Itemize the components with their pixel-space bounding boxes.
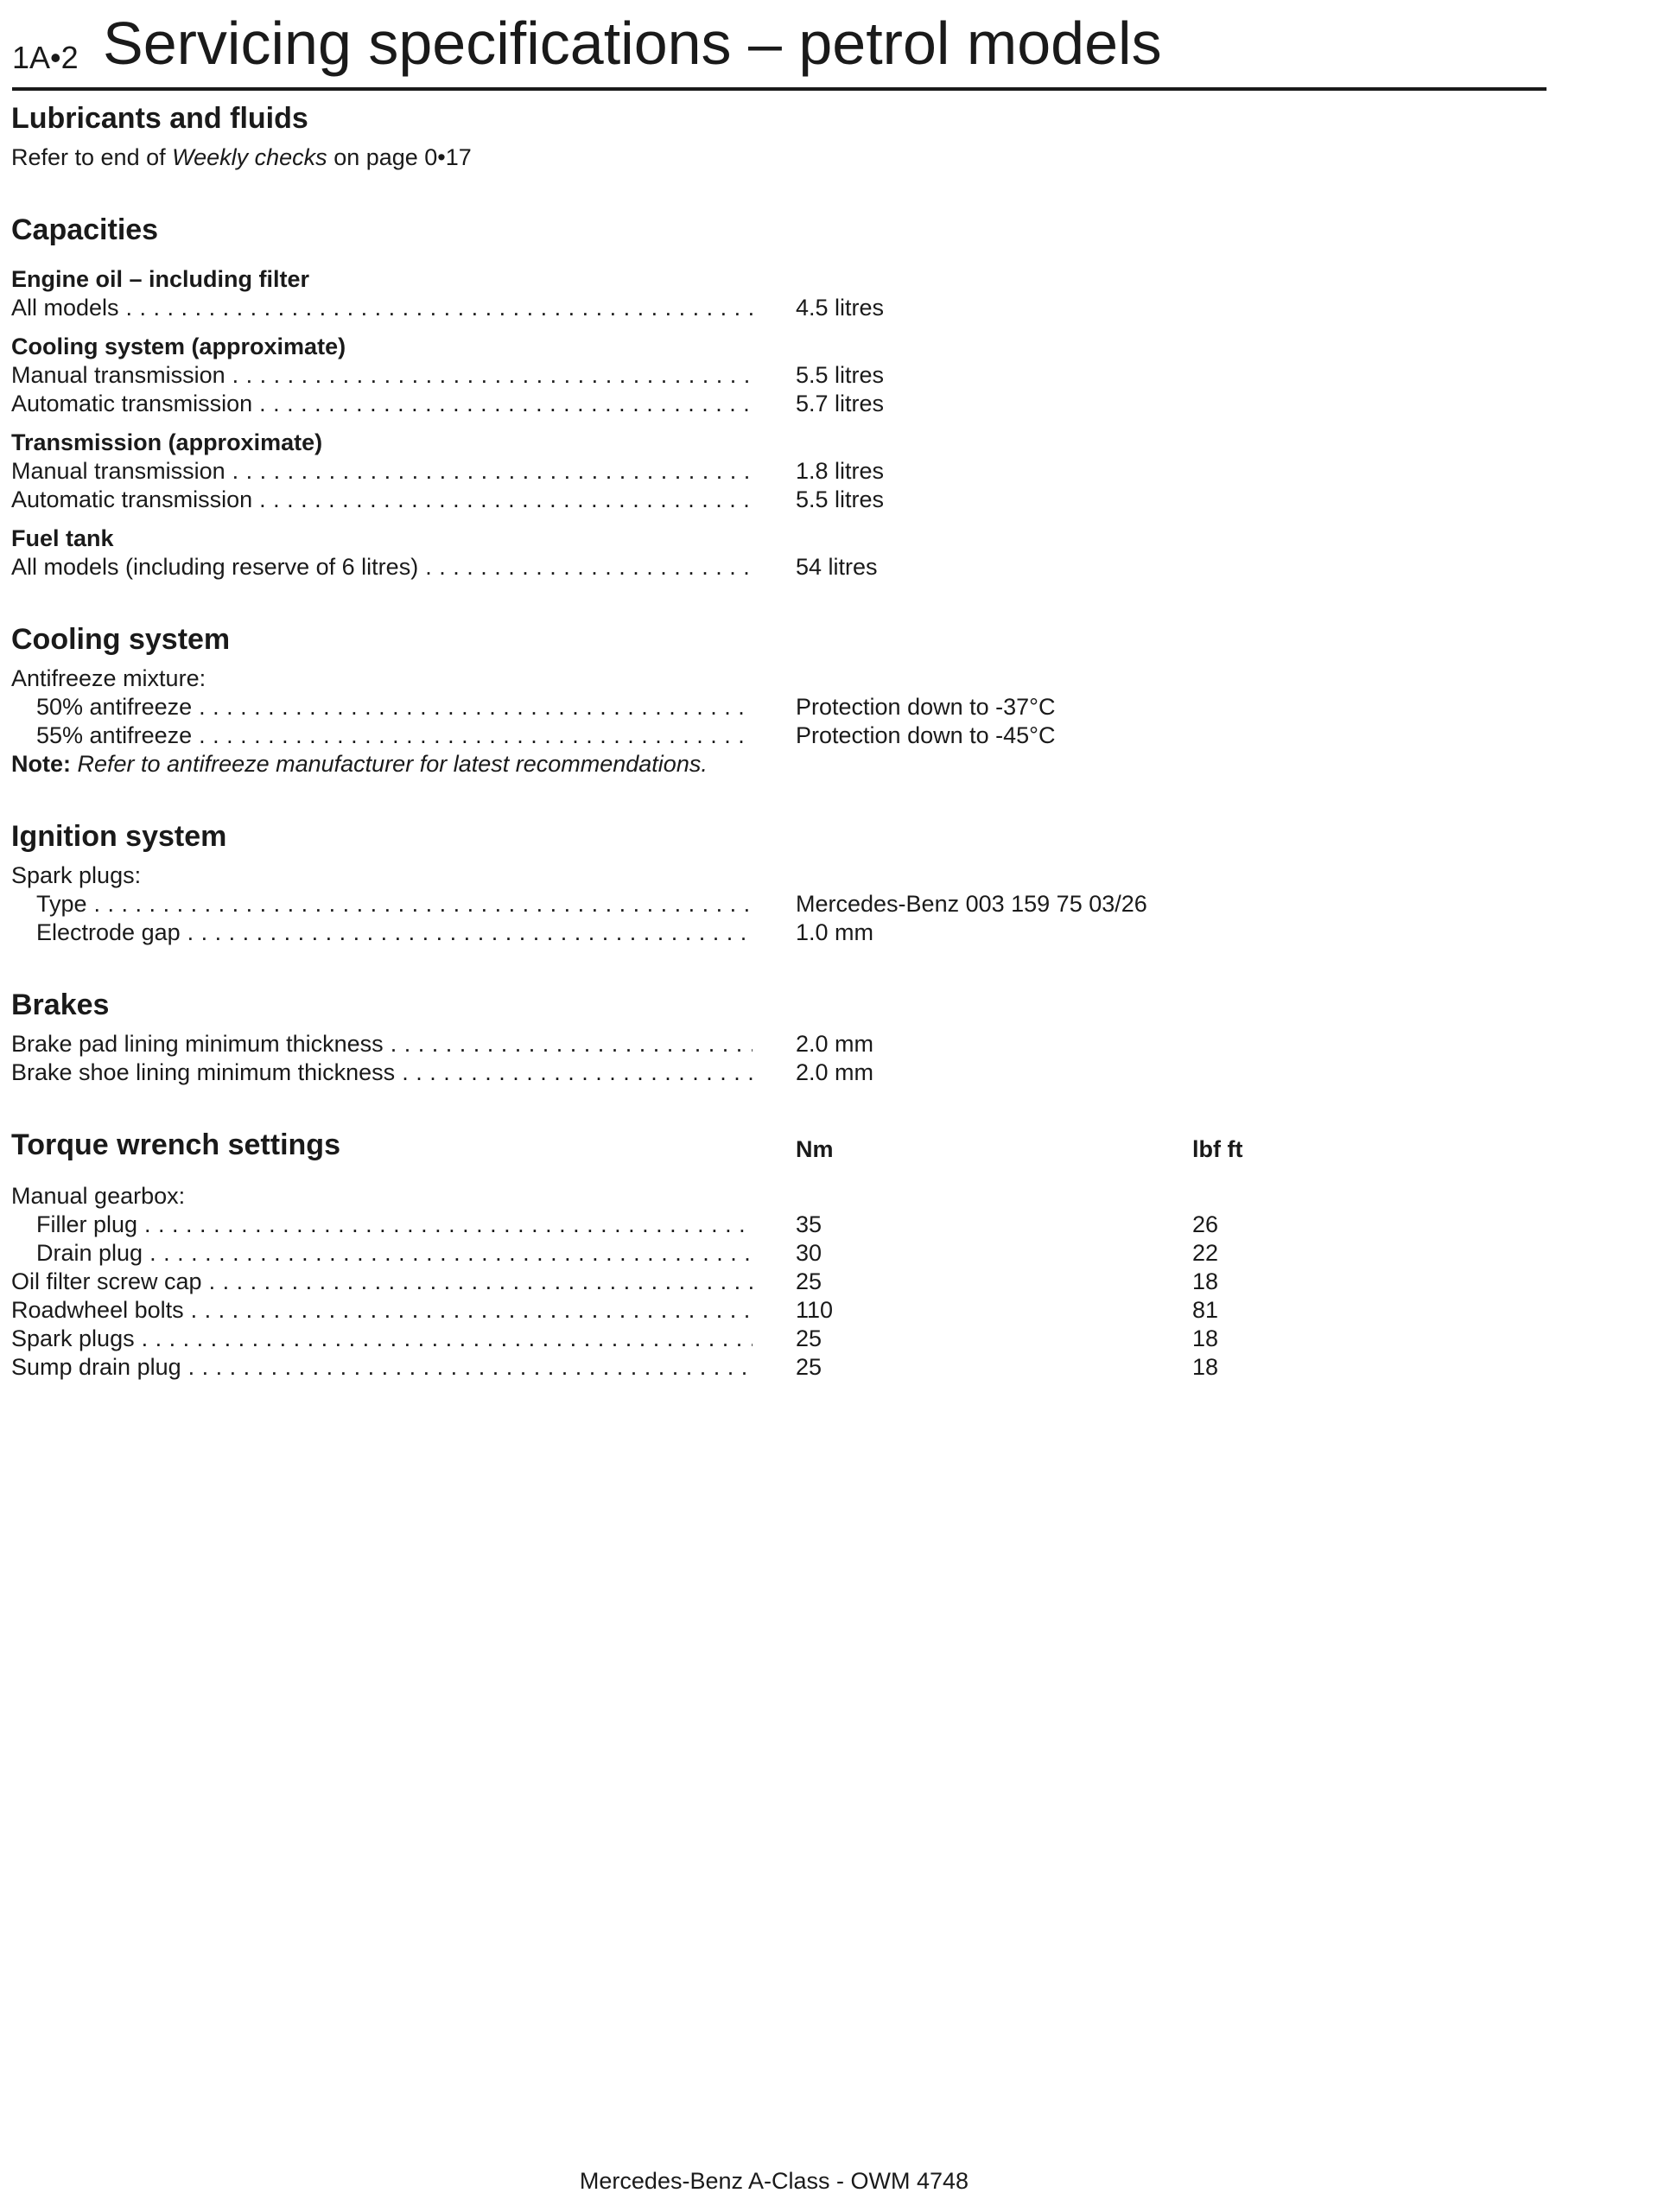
spec-row [11, 1030, 1394, 1058]
torque-nm: 25 [796, 1354, 822, 1380]
torque-header [11, 1130, 1394, 1165]
torque-nm: 35 [796, 1211, 822, 1237]
spec-label: All models (including reserve of 6 litres) . . . [11, 553, 753, 582]
spec-row [11, 486, 1394, 514]
spec-value: Mercedes-Benz 003 159 75 03/26 [796, 891, 1147, 917]
spec-label: Brake shoe lining minimum thickness . . . [11, 1058, 753, 1087]
note-text: Refer to antifreeze manufacturer for latest recommendations. [71, 751, 708, 777]
ignition-title: Ignition system [11, 820, 227, 853]
brakes-title: Brakes [11, 988, 110, 1021]
torque-row [11, 1325, 1394, 1353]
lubricants-title: Lubricants and fluids [11, 102, 308, 135]
torque-lbf: 18 [1192, 1325, 1219, 1351]
spec-value: 54 litres [796, 554, 878, 580]
torque-section [11, 1130, 1394, 1382]
torque-nm: 110 [796, 1297, 834, 1323]
manual-gearbox-label: Manual gearbox: [11, 1183, 186, 1209]
spec-label: Type . . . [36, 890, 753, 918]
spec-row [11, 693, 1394, 721]
capacities-title: Capacities [11, 213, 159, 246]
spec-label: Manual transmission . . . [11, 361, 753, 390]
torque-row [11, 1296, 1394, 1325]
torque-row [11, 1268, 1394, 1296]
engine-oil-heading: Engine oil – including filter [11, 266, 310, 292]
torque-lbf: 22 [1192, 1240, 1219, 1266]
lubricants-text-before: Refer to end of [11, 144, 173, 170]
spec-value: Protection down to -45°C [796, 722, 1056, 748]
torque-label: Filler plug . . . [36, 1211, 753, 1239]
torque-nm: 25 [796, 1325, 822, 1351]
spec-row [11, 721, 1394, 750]
spec-value: 1.8 litres [796, 458, 885, 484]
content [11, 104, 1394, 1382]
cooling-section [11, 625, 1394, 779]
torque-label: Drain plug . . . [36, 1239, 753, 1268]
torque-label: Spark plugs . . . [11, 1325, 753, 1353]
spec-value: 5.5 litres [796, 362, 885, 388]
spec-value: 2.0 mm [796, 1031, 874, 1057]
page-header [12, 5, 1547, 91]
spec-row [11, 553, 1394, 582]
spark-plugs-intro: Spark plugs: [11, 862, 142, 888]
torque-lbf: 26 [1192, 1211, 1219, 1237]
page-number: 1A•2 [12, 40, 79, 75]
spec-value: 2.0 mm [796, 1059, 874, 1085]
lubricants-reference [11, 143, 1394, 172]
spec-value: Protection down to -37°C [796, 694, 1056, 720]
spec-label: Brake pad lining minimum thickness . . . [11, 1030, 753, 1058]
spec-row [11, 294, 1394, 322]
cooling-capacity-heading: Cooling system (approximate) [11, 334, 346, 359]
ignition-section [11, 822, 1394, 947]
cooling-title: Cooling system [11, 623, 231, 656]
fuel-tank-heading: Fuel tank [11, 525, 114, 551]
spec-label: Automatic transmission . . . [11, 390, 753, 418]
brakes-section [11, 990, 1394, 1087]
note-label: Note: [11, 751, 71, 777]
spec-label: Automatic transmission . . . [11, 486, 753, 514]
torque-label: Oil filter screw cap . . . [11, 1268, 753, 1296]
torque-lbf: 18 [1192, 1268, 1219, 1294]
torque-lbf: 18 [1192, 1354, 1219, 1380]
torque-label: Roadwheel bolts . . . [11, 1296, 753, 1325]
page-title: Servicing specifications – petrol models [103, 10, 1162, 77]
spec-row [11, 1058, 1394, 1087]
spec-row [11, 457, 1394, 486]
spec-value: 5.7 litres [796, 391, 885, 416]
nm-column-header: Nm [796, 1136, 834, 1162]
torque-row [11, 1353, 1394, 1382]
torque-row [11, 1211, 1394, 1239]
spec-label: 50% antifreeze . . . [36, 693, 753, 721]
spec-row [11, 361, 1394, 390]
transmission-heading: Transmission (approximate) [11, 429, 323, 455]
spec-label: All models . . . [11, 294, 753, 322]
torque-nm: 30 [796, 1240, 822, 1266]
torque-label: Sump drain plug . . . [11, 1353, 753, 1382]
torque-title: Torque wrench settings [11, 1128, 340, 1161]
lubricants-text-after: on page 0•17 [327, 144, 472, 170]
spec-value: 5.5 litres [796, 486, 885, 512]
antifreeze-note [11, 750, 1394, 779]
torque-nm: 25 [796, 1268, 822, 1294]
lubricants-section [11, 104, 1394, 172]
spec-label: 55% antifreeze . . . [36, 721, 753, 750]
spec-label: Manual transmission . . . [11, 457, 753, 486]
capacities-section [11, 215, 1394, 582]
spec-row [11, 890, 1394, 918]
antifreeze-intro: Antifreeze mixture: [11, 665, 206, 691]
spec-value: 4.5 litres [796, 295, 885, 321]
torque-lbf: 81 [1192, 1297, 1219, 1323]
spec-row [11, 918, 1394, 947]
lubricants-link-text: Weekly checks [172, 144, 327, 170]
spec-row [11, 390, 1394, 418]
lbf-column-header: lbf ft [1192, 1136, 1243, 1162]
spec-label: Electrode gap . . . [36, 918, 753, 947]
page-footer: Mercedes-Benz A-Class - OWM 4748 [579, 2168, 969, 2194]
torque-row [11, 1239, 1394, 1268]
spec-value: 1.0 mm [796, 919, 874, 945]
